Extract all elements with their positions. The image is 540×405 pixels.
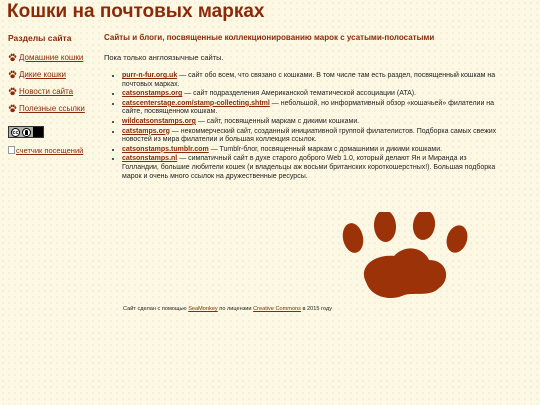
site-link[interactable]: catsonstamps.org bbox=[122, 90, 183, 98]
site-title: Кошки на почтовых марках bbox=[7, 1, 265, 22]
site-description: — сайт, посвященный маркам с дикими кошками. bbox=[195, 117, 360, 125]
page-heading: Сайты и блоги, посвященные коллекционированию марок с усатыми-полосатыми bbox=[104, 33, 435, 42]
footer-prefix: Сайт сделан с помощью bbox=[123, 306, 189, 312]
paw-icon bbox=[8, 104, 17, 113]
cc-by-license-badge[interactable] bbox=[8, 126, 44, 138]
sidebar-item-useful-links[interactable] bbox=[8, 103, 100, 113]
footer bbox=[123, 306, 332, 312]
list-item bbox=[122, 128, 502, 145]
sidebar-item-domestic-cats[interactable] bbox=[8, 52, 100, 62]
attribution-icon bbox=[22, 128, 31, 137]
broken-image-icon bbox=[8, 146, 15, 154]
paw-icon bbox=[8, 53, 17, 62]
sidebar-heading: Разделы сайта bbox=[8, 33, 72, 43]
footer-middle: по лицензии bbox=[217, 306, 254, 312]
intro-text: Пока только англоязычные сайты. bbox=[104, 53, 224, 62]
list-item bbox=[122, 146, 502, 155]
cc-icon: cc bbox=[12, 129, 19, 136]
site-description: — симпатичный сайт в духе старого доброго Web 1.0, который делают Ян и Миранда из Голландии, большие любители кошек (и владельцы аж восьми британских короткошерстных!). Большая подборка марок и очень много ссылок на дружественные ресурсы. bbox=[122, 155, 496, 180]
badge-bar bbox=[33, 127, 43, 137]
list-item bbox=[122, 90, 502, 99]
main-content bbox=[104, 33, 530, 182]
list-item bbox=[122, 118, 502, 127]
site-link[interactable]: catsonstamps.tumblr.com bbox=[122, 145, 209, 153]
site-link[interactable]: purr-n-fur.org.uk bbox=[122, 72, 178, 79]
site-description: — небольшой, но информативный обзор «кошачьей» филателии на сайте, посвященном кошкам. bbox=[122, 99, 495, 116]
sidebar-item-wild-cats[interactable] bbox=[8, 69, 100, 79]
site-link[interactable]: wildcatsonstamps.org bbox=[122, 117, 196, 125]
sidebar-item-label[interactable]: Дикие кошки bbox=[19, 69, 66, 79]
site-description: — Tumblr-блог, посвященный маркам с домашними и дикими кошками. bbox=[208, 145, 443, 153]
sidebar-item-label[interactable]: Домашние кошки bbox=[19, 52, 84, 62]
site-link[interactable]: catsonstamps.nl bbox=[122, 155, 178, 163]
paw-print-icon bbox=[336, 212, 471, 299]
sites-list bbox=[104, 72, 502, 181]
list-item bbox=[122, 72, 502, 89]
site-description: — сайт подразделения Американской тематической ассоциации (ATA). bbox=[182, 90, 417, 98]
seamonkey-link[interactable]: SeaMonkey bbox=[188, 306, 218, 312]
visit-counter-alt-text: счетчик посещений bbox=[16, 146, 84, 155]
sidebar-item-news[interactable] bbox=[8, 86, 100, 96]
site-link[interactable]: catscenterstage.com/stamp-collecting.shtml bbox=[122, 99, 270, 107]
paw-icon bbox=[8, 70, 17, 79]
creative-commons-link[interactable]: Creative Commons bbox=[253, 306, 301, 312]
list-item bbox=[122, 155, 502, 181]
visit-counter-image[interactable] bbox=[8, 146, 100, 155]
sidebar bbox=[8, 33, 100, 155]
site-description: — некоммерческий сайт, созданный инициативной группой филателистов. Подборка самых свежих новостей из мира филателии и большая коллекция ссылок. bbox=[122, 127, 497, 144]
paw-icon bbox=[8, 87, 17, 96]
list-item bbox=[122, 100, 502, 117]
sidebar-item-label[interactable]: Новости сайта bbox=[19, 86, 74, 96]
site-description: — сайт обо всем, что связано с кошками. В том числе там есть раздел, посвященный кошкам на почтовых марках. bbox=[122, 72, 496, 88]
site-link[interactable]: catstamps.org bbox=[122, 127, 170, 135]
footer-suffix: в 2015 году bbox=[300, 306, 333, 312]
sidebar-item-label[interactable]: Полезные ссылки bbox=[19, 103, 85, 113]
